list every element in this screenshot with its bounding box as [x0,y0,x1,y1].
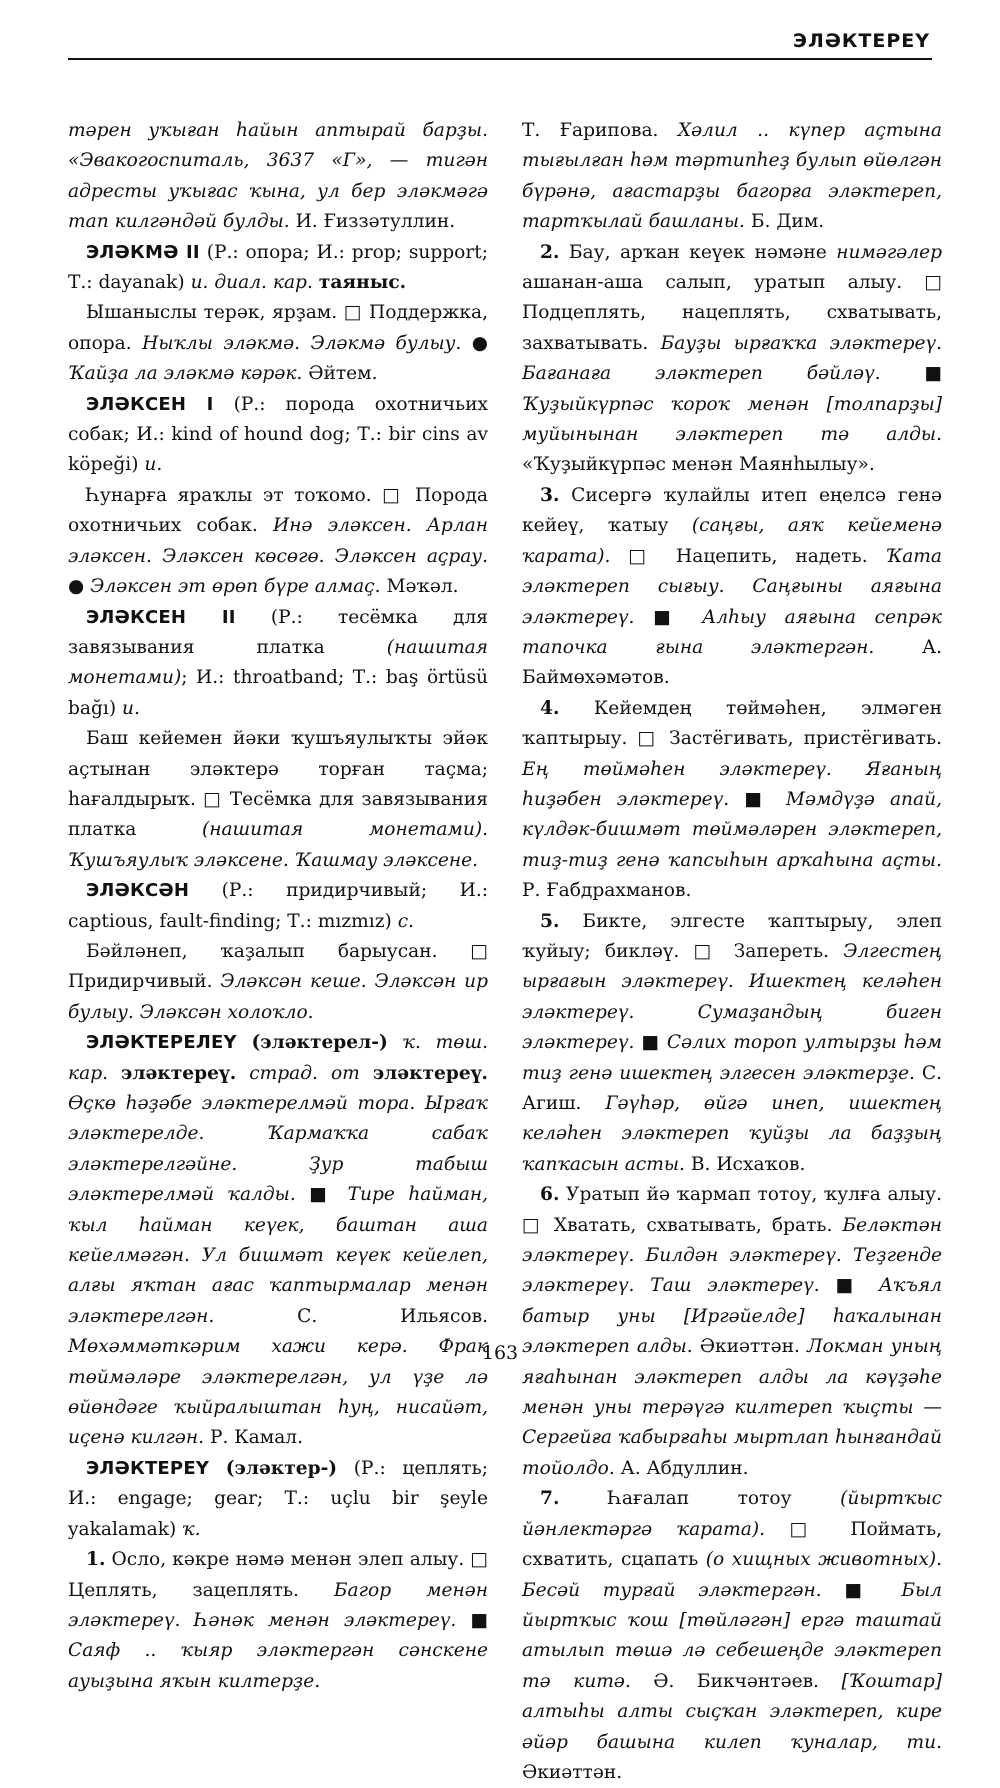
left_column-entry: ЭЛӘКСЕН I (Р.: порода охотничьих собак; И.: kind of hound dog; Т.: bir cins av köpeği) и. [68,393,488,476]
right-column [522,116,942,1788]
left_column-entry: ЭЛӘКТЕРЕЛЕҮ (эләктерел-) ҡ. төш. кар. эләктереү. страд. от эләктереү. Өҫкө һәҙәбе эләктерелмәй тора. Ырғаҡ эләктерелде. Ҡармаҡҡа сабаҡ эләктерелгәйне. Ҙур табыш эләктерелмәй ҡалды. ■ Тире һайман, ҡыл һайман кеүек, баштан аша кейелмәгән. Ул бишмәт кеүек кейелеп, алғы яҡтан ағас ҡаптырмалар менән эләктерелгән. С. Ильясов. Мөхәммәткәрим хажи керә. Фрак төймәләре эләктерелгән, ул үҙе лә өйөндәге ҡыйралыштан һуң, нисайәт, иҫенә килгән. Р. Камал. [68,1032,489,1449]
right_column-entry: 2. Бау, арҡан кеүек нәмәне нимәгәлер ашанан-аша салып, уратып алыу. □ Подцеплять, нацеплять, схватывать, захватывать. Бауҙы ырғаҡҡа эләктереү. Бағанаға эләктереп бәйләү. ■ Ҡуҙыйкүрпәс ҡороҡ менән [толпарҙы] муйынынан эләктереп тә алды. «Ҡуҙыйкүрпәс менән Маянһылыу». [522,241,942,476]
right_column-entry: 4. Кейемдең төймәһен, элмәген ҡаптырыу. □ Застёгивать, пристёгивать. Ең төймәһен эләктереү. Яғаның һиҙәбен эләктереү. ■ Мәмдүҙә апай, күлдәк-бишмәт төймәләрен эләктереп, тиҙ-тиҙ генә ҡапсыһын арҡаһына аҫты. Р. Ғабдрахманов. [522,697,942,902]
left_column-entry: 1. Осло, кәкре нәмә менән элеп алыу. □ Цеплять, зацеплять. Багор менән эләктереү. Һәнәк менән эләктереү. ■ Саяф .. ҡыяр эләктергән сәнскене ауыҙына яҡын килтерҙе. [68,1549,488,1692]
left_column-entry: ЭЛӘКСЕН II (Р.: тесёмка для завязывания платка (нашитая монетами); И.: throatband; Т.: baş örtüsü bağı) и. [68,606,488,719]
left_column-entry: тәрен уҡыған һайын аптырай барҙы. «Эвакогоспиталь, 3637 «Г», — тигән адресты уҡығас ҡына, ул бер эләкмәгә тап килгәндәй булды. И. Ғиззәтуллин. [68,120,488,233]
left_column-entry: Баш кейемен йәки ҡушъяулыҡты эйәк аҫтынан эләктерә торған таҫма; һағалдырыҡ. □ Тесёмка для завязывания платка (нашитая монетами). Ҡушъяулыҡ эләксене. Ҡашмау эләксене. [68,728,488,871]
left_column-entry: ЭЛӘКСӘН (Р.: придирчивый; И.: captious, fault-finding; Т.: mızmız) с. [68,880,488,932]
left_column-entry: ЭЛӘКТЕРЕҮ (эләктер-) (Р.: цеплять; И.: engage; gear; Т.: uçlu bir şeyle yakalamak) ҡ. [68,1457,488,1540]
right_column-entry: Т. Ғарипова. Хәлил .. күпер аҫтына тығылған һәм тәртипһеҙ булып өйөлгән бүрәнә, ағастарҙы багорға эләктереп, тартҡылай башланы. Б. Дим. [522,120,942,233]
left_column-entry: ЭЛӘКМӘ II (Р.: опора; И.: prop; support; Т.: dayanak) и. диал. кар. таяныс. [68,241,488,294]
page-number: 163 [481,1342,519,1364]
right_column-entry: 7. Һағалап тотоу (йыртҡыс йәнлектәргә ҡарата). □ Поймать, схватить, сцапать (о хищных животных). Бесәй турғай эләктергән. ■ Был йыртҡыс ҡош [төйләгән] ергә таштай атылып төшә лә себешеңде эләктереп тә китә. Ә. Бикчәнтәев. [Ҡоштар] алтыһы алты сыҫҡан эләктереп, кире әйәр башына килеп ҡуналар, ти. Әкиәттән. [522,1488,942,1783]
running-header [68,30,932,60]
right_column-entry: 3. Сисергә ҡулайлы итеп еңелсә генә кейеү, ҡатыу (саңғы, аяҡ кейеменә ҡарата). □ Нацепить, надеть. Ҡата эләктереп сығыу. Саңғыны аяғына эләктереү. ■ Алһыу аяғына сепрәк тапочка ғына эләктергән. А. Баймөхәмәтов. [522,484,942,689]
left_column-entry: Һунарға яраҡлы эт тоҡомо. □ Порода охотничьих собак. Инә эләксен. Арлан эләксен. Эләксен көсөгө. Эләксен аҫрау. ● Эләксен эт өрөп бүре алмаҫ. Мәҡәл. [68,484,488,598]
right_column-entry: 5. Бикте, элгесте ҡаптырыу, элеп ҡуйыу; бикләү. □ Запереть. Элгестең ырғағын эләктереү. Ишектең келәһен эләктереү. Сумаҙандың биген эләктереү. ■ Сәлих тороп ултырҙы һәм тиҙ генә ишектең элгесен эләктерҙе. С. Агиш. Гәүһәр, өйгә инеп, ишектең келәһен эләктереп ҡуйҙы ла баҙҙың ҡапҡасын асты. В. Исхаҡов. [522,910,942,1175]
running-head-title: ЭЛӘКТЕРЕҮ [793,30,930,52]
right_column-entry: 6. Уратып йә ҡармап тотоу, ҡулға алыу. □ Хватать, схватывать, брать. Беләктән эләктереү. Билдән эләктереү. Теҙгенде эләктереү. Таш эләктереү. ■ Аҡъял батыр уны [Иргәйелде] һаҡалынан эләктереп алды. Әкиәттән. Локман уның яғаһынан эләктереп алды ла кәүҙәһе менән уны терәүгә килтереп ҡыҫты — Сергейға ҡабырғаһы мыртлап һынғандай тойолдо. А. Абдуллин. [522,1184,942,1479]
left_column-entry: Ышаныслы терәк, ярҙам. □ Поддержка, опора. Ныҡлы эләкмә. Эләкмә булыу. ● Ҡайҙа ла эләкмә кәрәк. Әйтем. [68,302,488,385]
left_column-entry: Бәйләнеп, ҡаҙалып барыусан. □ Придирчивый. Эләксән кеше. Эләксән ир булыу. Эләксән холоҡло. [68,940,489,1023]
left-column [68,116,488,1697]
